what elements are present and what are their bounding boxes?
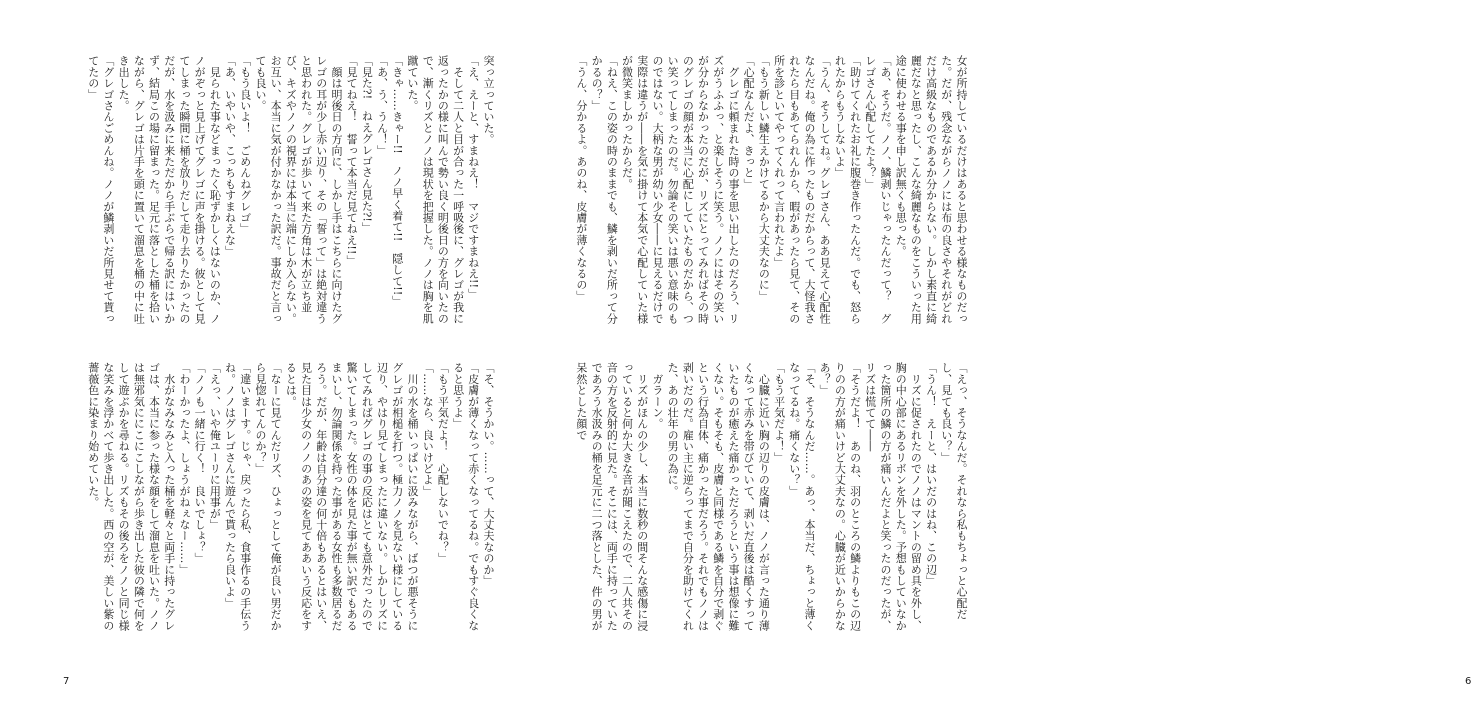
paragraph: 顔は明後日の方向に、しかし手はこちらに向けたグレゴの耳が少し赤い辺り、その「誓って」は絶対違うと思われた。グレゴが歩いて来た方角は木が立ち並び、キズやノノの視界には本当に端にしか入らない。お互い、本当に気が付かなかった訳だ。事故だと言っても良い。 xyxy=(253,55,343,324)
paragraph: 「えっ、いや俺ユーリに用事が」 xyxy=(208,362,222,530)
page-number-right: 6 xyxy=(1465,676,1471,687)
paragraph: 「きゃ……きゃー!! ノノ早く着て!! 隠して!!」 xyxy=(390,55,404,307)
paragraph: 「ノノも一緒に行く！ 良いでしょ？」 xyxy=(193,362,207,564)
right-page-lower-text xyxy=(574,362,969,634)
paragraph: 「なーに見てんだリズ、ひょっとして俺が良い男だから見惚れてんのか？」 xyxy=(253,362,283,631)
paragraph: 「うん、分かるよ。あのね、皮膚が薄くなるの」 xyxy=(574,55,588,302)
paragraph: 女が所持しているだけはあると思わせる様なものだった。だが、残念ながらノノには布の良さやそれがどれだけ高級なものであるか分からない。しかし素直に綺麗だなと思ったし、こんな綺麗なものをこういった用途に使わせる事を申し訳無くも思った。 xyxy=(894,55,968,324)
paragraph: 「えっ、そうなんだ。それなら私もちょっと心配だし、見ても良い？」 xyxy=(939,362,968,620)
paragraph: 「グレゴさんごめんね。ノノが鱗剥いだ所見せて貰ってたの」 xyxy=(86,55,115,324)
paragraph: 「え、えーと、すまねえ！ マジですまねえ!!」 xyxy=(466,55,480,300)
left-page xyxy=(0,0,512,719)
paragraph: 「見た?! ねえグレゴさん見た?!」 xyxy=(360,55,374,234)
paragraph: そして二人と目が合った一呼吸後に、グレゴが我に返ったかの様に叫んで勢い良く明後日の方を向いたので、漸くリズとノノは現状を把握した。ノノは胸を肌蹴ていた。 xyxy=(405,55,465,324)
paragraph: リズがほんの少し、本当に数秒の間そんな感傷に浸っていると何か大きな音が聞こえたので、二人共その音の方を反射的に見た。そこには、両手に持っていたであろう水汲みの桶を足元に二つ落とした、件の男が呆然とした顔で xyxy=(574,362,649,631)
left-page-lower-text xyxy=(68,362,496,634)
paragraph: 「もう良いよ！ ごめんねグレゴ」 xyxy=(238,55,252,235)
right-page-upper-text xyxy=(574,55,969,327)
paragraph: 水がなみなみと入った桶を軽々と両手に持ったグレゴは、本当に参った様な顔をして溜息を吐いた。ノノは無邪気ににこにこしながら歩き出した彼の隣で何をして遊ぶかを尋ねる。リズもその後ろをノノと同じ様な笑みを浮かべて歩き出した。西の空が、美しい紫の薔薇色に染まり始めていた。 xyxy=(86,362,176,631)
paragraph: 「そ、そうなんだ……。あっ、本当だ、ちょっと薄くなってるね。痛くない？」 xyxy=(787,362,816,631)
paragraph: 「もう新しい鱗生えかけてるから大丈夫なのに」 xyxy=(757,55,771,302)
paragraph: ガラーン。 xyxy=(650,362,664,430)
paragraph: 「あ、そうだ。ノノ、鱗剥いじゃったんだって？ グレゴさん心配してたよ？」 xyxy=(863,55,892,324)
paragraph: 「そ、そうかい。……って、大丈夫なのか」 xyxy=(482,362,495,586)
paragraph: 「そうだよ！ あのね、羽のところの鱗よりもこの辺りのの方が痛いけど大丈夫なの。心臓が近いからかなあ？」 xyxy=(818,362,862,631)
paragraph: 「助けてくれたお礼に腹巻き作ったんだ。でも、怒られたからもうしないよ」 xyxy=(833,55,862,324)
paragraph: 「もう平気だよ！」 xyxy=(772,362,786,463)
left-page-upper-text xyxy=(68,55,496,327)
paragraph: 「うん、そうしてね。グレゴさん、ああ見えて心配性なんだね。俺の為に作ったものだからって、大怪我されたら目もあてられんから、暇があったら見て、その所を診といてやってくれって言われたよ」 xyxy=(772,55,832,324)
paragraph: 「心配なんだよ、きっと」 xyxy=(742,55,756,190)
paragraph: 「違いまーす。じゃ、戻ったら私、食事作るの手伝うね。ノノはグレゴさんに遊んで貰ったら良いよ」 xyxy=(223,362,252,631)
paragraph: 「……なら、良いけどよ」 xyxy=(421,362,435,497)
paragraph: 川の水を桶いっぱいに汲みながら、ばつが悪そうにグレゴが相槌を打つ。極力ノノを見ない様にしている辺り、やはり見てしまったに違いない。しかしリズにしてみればグレゴの事の反応はとても意外だったので驚いてしまった。女性の体を見た事が無い訳でもあるまいし、勿論関係を持った事がある女性も多数居るだろう。だが、年齢は自分達の何十倍もあるとはいえ、見た目は少女のノノのあの姿を見てああいう反応をするとは。 xyxy=(284,362,419,631)
paragraph: グレゴに頼まれた時の事を思い出したのだろう、リズがうふふっ、と楽しそうに笑う。ノノにはその笑いが分からなかったのだが、リズにとってみればその時のグレゴの顔が本当に心配にしていたものだから、つい笑ってしまったのだ。勿論その笑いは悪い意味のものではない。大柄な男が幼い少女――に見えるだけで実際は違うが――を気に掛けて本気で心配していた様が微笑ましかったからだ。 xyxy=(620,55,740,324)
paragraph: 「あ、いやいや、こっちもすまねえな」 xyxy=(223,55,237,257)
paragraph: 「あ、う、うん！」 xyxy=(375,55,389,156)
paragraph: 「見てねえ！ 誓って本当だ見てねえ!!」 xyxy=(345,55,359,266)
paragraph: 心臓に近い胸の辺りの皮膚は、ノノが言った通り薄くなって赤みを帯びていて、剥いだ直後は酷くすっていたものが癒えた痛かっただろうという事は想像に難くない。そもそも、皮膚と同様である鱗を自分で剥ぐという行為自体、痛かった事だろう。それでもノノは剥いだのだ。雇い主に逆らってまで自分を助けてくれた、あの壮年の男の為に。 xyxy=(666,362,771,631)
paragraph: 「ねえ、この姿の時のままでも、鱗を剥いだ所って分かるの？」 xyxy=(590,55,619,324)
paragraph: 突っ立っていた。 xyxy=(482,55,495,145)
page-number-left: 7 xyxy=(63,676,70,687)
paragraph: 「うん！ えーと、はいだのはね、この辺」 xyxy=(924,362,938,586)
paragraph: 「皮膚が薄くなって赤くなってるね。でもすぐ良くなると思うよ」 xyxy=(451,362,480,631)
paragraph: 「わーかったよ、しょうがねぇなー……」 xyxy=(177,362,191,575)
paragraph: 見られた事などまったく恥ずかしくはないのか、ノノがぞっと見上げてグレゴに声を掛ける。彼として見てしまった瞬間に桶を放りだして走り去りたかったのだが、水を汲みに来ただから手ぶらで帰る訳にはいかず、結局この場に留まった。足元に落とした桶を拾いながら、グレゴは片手を頭に置いて溜息を桶の中に吐き出した。 xyxy=(117,55,222,324)
paragraph: 「もう平気だよ！ 心配しないでね？」 xyxy=(436,362,450,564)
paragraph: リズに促されたのでノノはマントの留め具を外し、胸の中心部にあるリボンを外した。予想もしていなかった箇所の鱗の方が痛いんだよと笑ったのだったが、リズは慌てて―― xyxy=(863,362,923,631)
